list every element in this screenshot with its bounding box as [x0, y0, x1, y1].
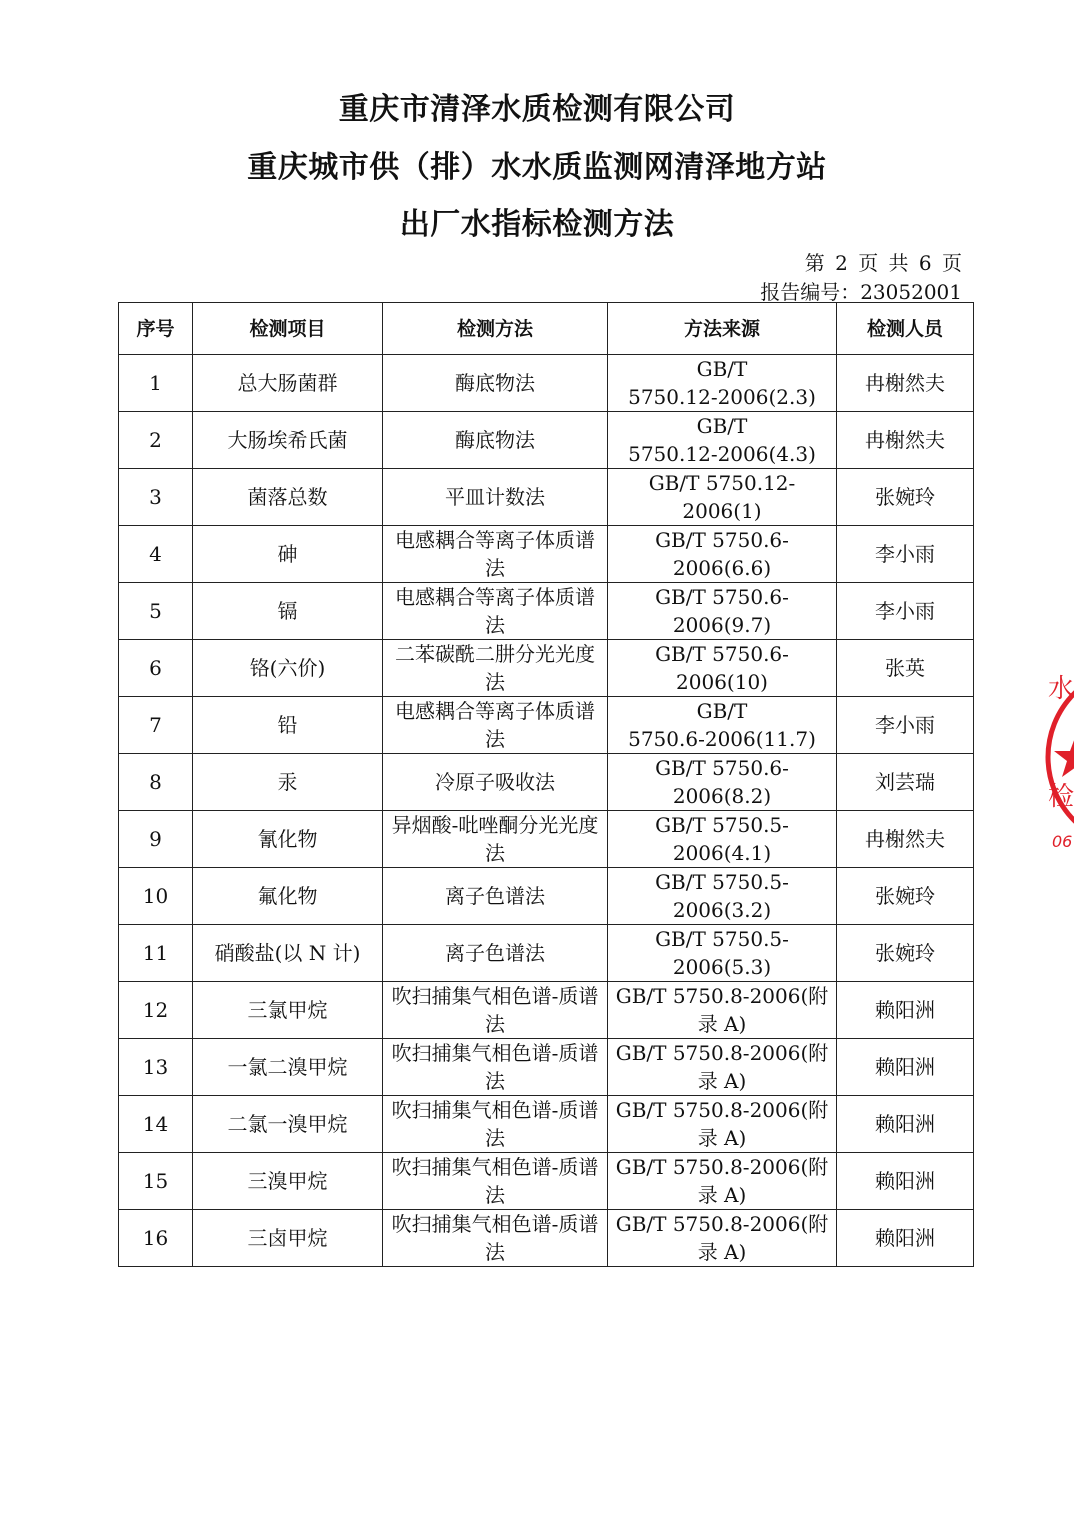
cell-inspector: 李小雨 [837, 583, 974, 640]
cell-item: 总大肠菌群 [193, 355, 383, 412]
cell-inspector: 冉榭然夫 [837, 355, 974, 412]
cell-source: GB/T 5750.12-2006(4.3) [608, 412, 837, 469]
cell-index: 11 [119, 925, 193, 982]
cell-source: GB/T 5750.5-2006(5.3) [608, 925, 837, 982]
table-row [119, 811, 974, 868]
table-row [119, 1039, 974, 1096]
cell-inspector: 刘芸瑞 [837, 754, 974, 811]
table-row [119, 1096, 974, 1153]
cell-item: 氟化物 [193, 868, 383, 925]
cell-inspector: 李小雨 [837, 697, 974, 754]
cell-index: 1 [119, 355, 193, 412]
cell-source: GB/T 5750.8-2006(附录 A) [608, 1096, 837, 1153]
cell-source: GB/T 5750.8-2006(附录 A) [608, 982, 837, 1039]
cell-method: 离子色谱法 [383, 868, 608, 925]
table-header-row [119, 303, 974, 355]
station-title: 重庆城市供（排）水水质监测网清泽地方站 [247, 150, 827, 185]
cell-source: GB/T 5750.6-2006(8.2) [608, 754, 837, 811]
cell-method: 吹扫捕集气相色谱-质谱法 [383, 982, 608, 1039]
cell-item: 镉 [193, 583, 383, 640]
table-row [119, 355, 974, 412]
cell-item: 三卤甲烷 [193, 1210, 383, 1267]
cell-index: 10 [119, 868, 193, 925]
cell-index: 5 [119, 583, 193, 640]
cell-index: 12 [119, 982, 193, 1039]
cell-item: 菌落总数 [193, 469, 383, 526]
cell-method: 吹扫捕集气相色谱-质谱法 [383, 1096, 608, 1153]
cell-source: GB/T 5750.8-2006(附录 A) [608, 1153, 837, 1210]
cell-index: 14 [119, 1096, 193, 1153]
cell-inspector: 赖阳洲 [837, 1210, 974, 1267]
cell-method: 离子色谱法 [383, 925, 608, 982]
cell-method: 电感耦合等离子体质谱法 [383, 526, 608, 583]
cell-source: GB/T 5750.8-2006(附录 A) [608, 1039, 837, 1096]
table-row [119, 583, 974, 640]
cell-method: 吹扫捕集气相色谱-质谱法 [383, 1039, 608, 1096]
method-table [118, 302, 974, 1267]
cell-index: 7 [119, 697, 193, 754]
cell-source: GB/T 5750.5-2006(4.1) [608, 811, 837, 868]
table-row [119, 1153, 974, 1210]
cell-source: GB/T 5750.12-2006(1) [608, 469, 837, 526]
cell-item: 硝酸盐(以 N 计) [193, 925, 383, 982]
table-row [119, 526, 974, 583]
cell-source: GB/T 5750.12-2006(2.3) [608, 355, 837, 412]
cell-item: 大肠埃希氏菌 [193, 412, 383, 469]
cell-inspector: 李小雨 [837, 526, 974, 583]
cell-inspector: 赖阳洲 [837, 1096, 974, 1153]
table-body [119, 355, 974, 1267]
cell-source: GB/T 5750.6-2006(6.6) [608, 526, 837, 583]
cell-method: 吹扫捕集气相色谱-质谱法 [383, 1153, 608, 1210]
table-row [119, 1210, 974, 1267]
cell-method: 二苯碳酰二肼分光光度法 [383, 640, 608, 697]
table-row [119, 469, 974, 526]
table-row [119, 697, 974, 754]
report-number: 报告编号：23052001 [760, 280, 962, 304]
cell-method: 冷原子吸收法 [383, 754, 608, 811]
header-item: 检测项目 [193, 303, 383, 355]
table-row [119, 640, 974, 697]
cell-inspector: 冉榭然夫 [837, 412, 974, 469]
cell-index: 16 [119, 1210, 193, 1267]
cell-index: 6 [119, 640, 193, 697]
seal-stamp-icon [1038, 655, 1074, 860]
table-row [119, 868, 974, 925]
table-row [119, 925, 974, 982]
cell-method: 吹扫捕集气相色谱-质谱法 [383, 1210, 608, 1267]
cell-source: GB/T 5750.8-2006(附录 A) [608, 1210, 837, 1267]
cell-index: 9 [119, 811, 193, 868]
cell-method: 电感耦合等离子体质谱法 [383, 697, 608, 754]
cell-index: 4 [119, 526, 193, 583]
cell-inspector: 赖阳洲 [837, 982, 974, 1039]
cell-inspector: 张婉玲 [837, 925, 974, 982]
cell-item: 氰化物 [193, 811, 383, 868]
cell-source: GB/T 5750.6-2006(11.7) [608, 697, 837, 754]
cell-source: GB/T 5750.5-2006(3.2) [608, 868, 837, 925]
cell-item: 一氯二溴甲烷 [193, 1039, 383, 1096]
table-row [119, 412, 974, 469]
cell-source: GB/T 5750.6-2006(9.7) [608, 583, 837, 640]
header-source: 方法来源 [608, 303, 837, 355]
cell-inspector: 张英 [837, 640, 974, 697]
cell-item: 砷 [193, 526, 383, 583]
cell-source: GB/T 5750.6-2006(10) [608, 640, 837, 697]
table-row [119, 982, 974, 1039]
cell-inspector: 张婉玲 [837, 868, 974, 925]
cell-inspector: 张婉玲 [837, 469, 974, 526]
page-indicator: 第 2 页 共 6 页 [804, 251, 962, 275]
document-title: 出厂水指标检测方法 [399, 207, 675, 242]
cell-index: 13 [119, 1039, 193, 1096]
cell-item: 三溴甲烷 [193, 1153, 383, 1210]
cell-method: 电感耦合等离子体质谱法 [383, 583, 608, 640]
svg-text:水: 水 [1048, 674, 1074, 704]
cell-index: 3 [119, 469, 193, 526]
svg-text:06: 06 [1052, 832, 1073, 851]
header-index: 序号 [119, 303, 193, 355]
cell-method: 酶底物法 [383, 355, 608, 412]
cell-inspector: 赖阳洲 [837, 1153, 974, 1210]
company-title: 重庆市清泽水质检测有限公司 [338, 92, 736, 127]
cell-item: 三氯甲烷 [193, 982, 383, 1039]
cell-item: 二氯一溴甲烷 [193, 1096, 383, 1153]
cell-method: 平皿计数法 [383, 469, 608, 526]
svg-text:检: 检 [1048, 782, 1074, 812]
table-row [119, 754, 974, 811]
cell-method: 异烟酸-吡唑酮分光光度法 [383, 811, 608, 868]
header-method: 检测方法 [383, 303, 608, 355]
cell-inspector: 冉榭然夫 [837, 811, 974, 868]
cell-item: 汞 [193, 754, 383, 811]
header-inspector: 检测人员 [837, 303, 974, 355]
cell-index: 2 [119, 412, 193, 469]
cell-index: 8 [119, 754, 193, 811]
cell-item: 铅 [193, 697, 383, 754]
cell-method: 酶底物法 [383, 412, 608, 469]
cell-index: 15 [119, 1153, 193, 1210]
company-seal [1038, 655, 1074, 860]
cell-inspector: 赖阳洲 [837, 1039, 974, 1096]
cell-item: 铬(六价) [193, 640, 383, 697]
